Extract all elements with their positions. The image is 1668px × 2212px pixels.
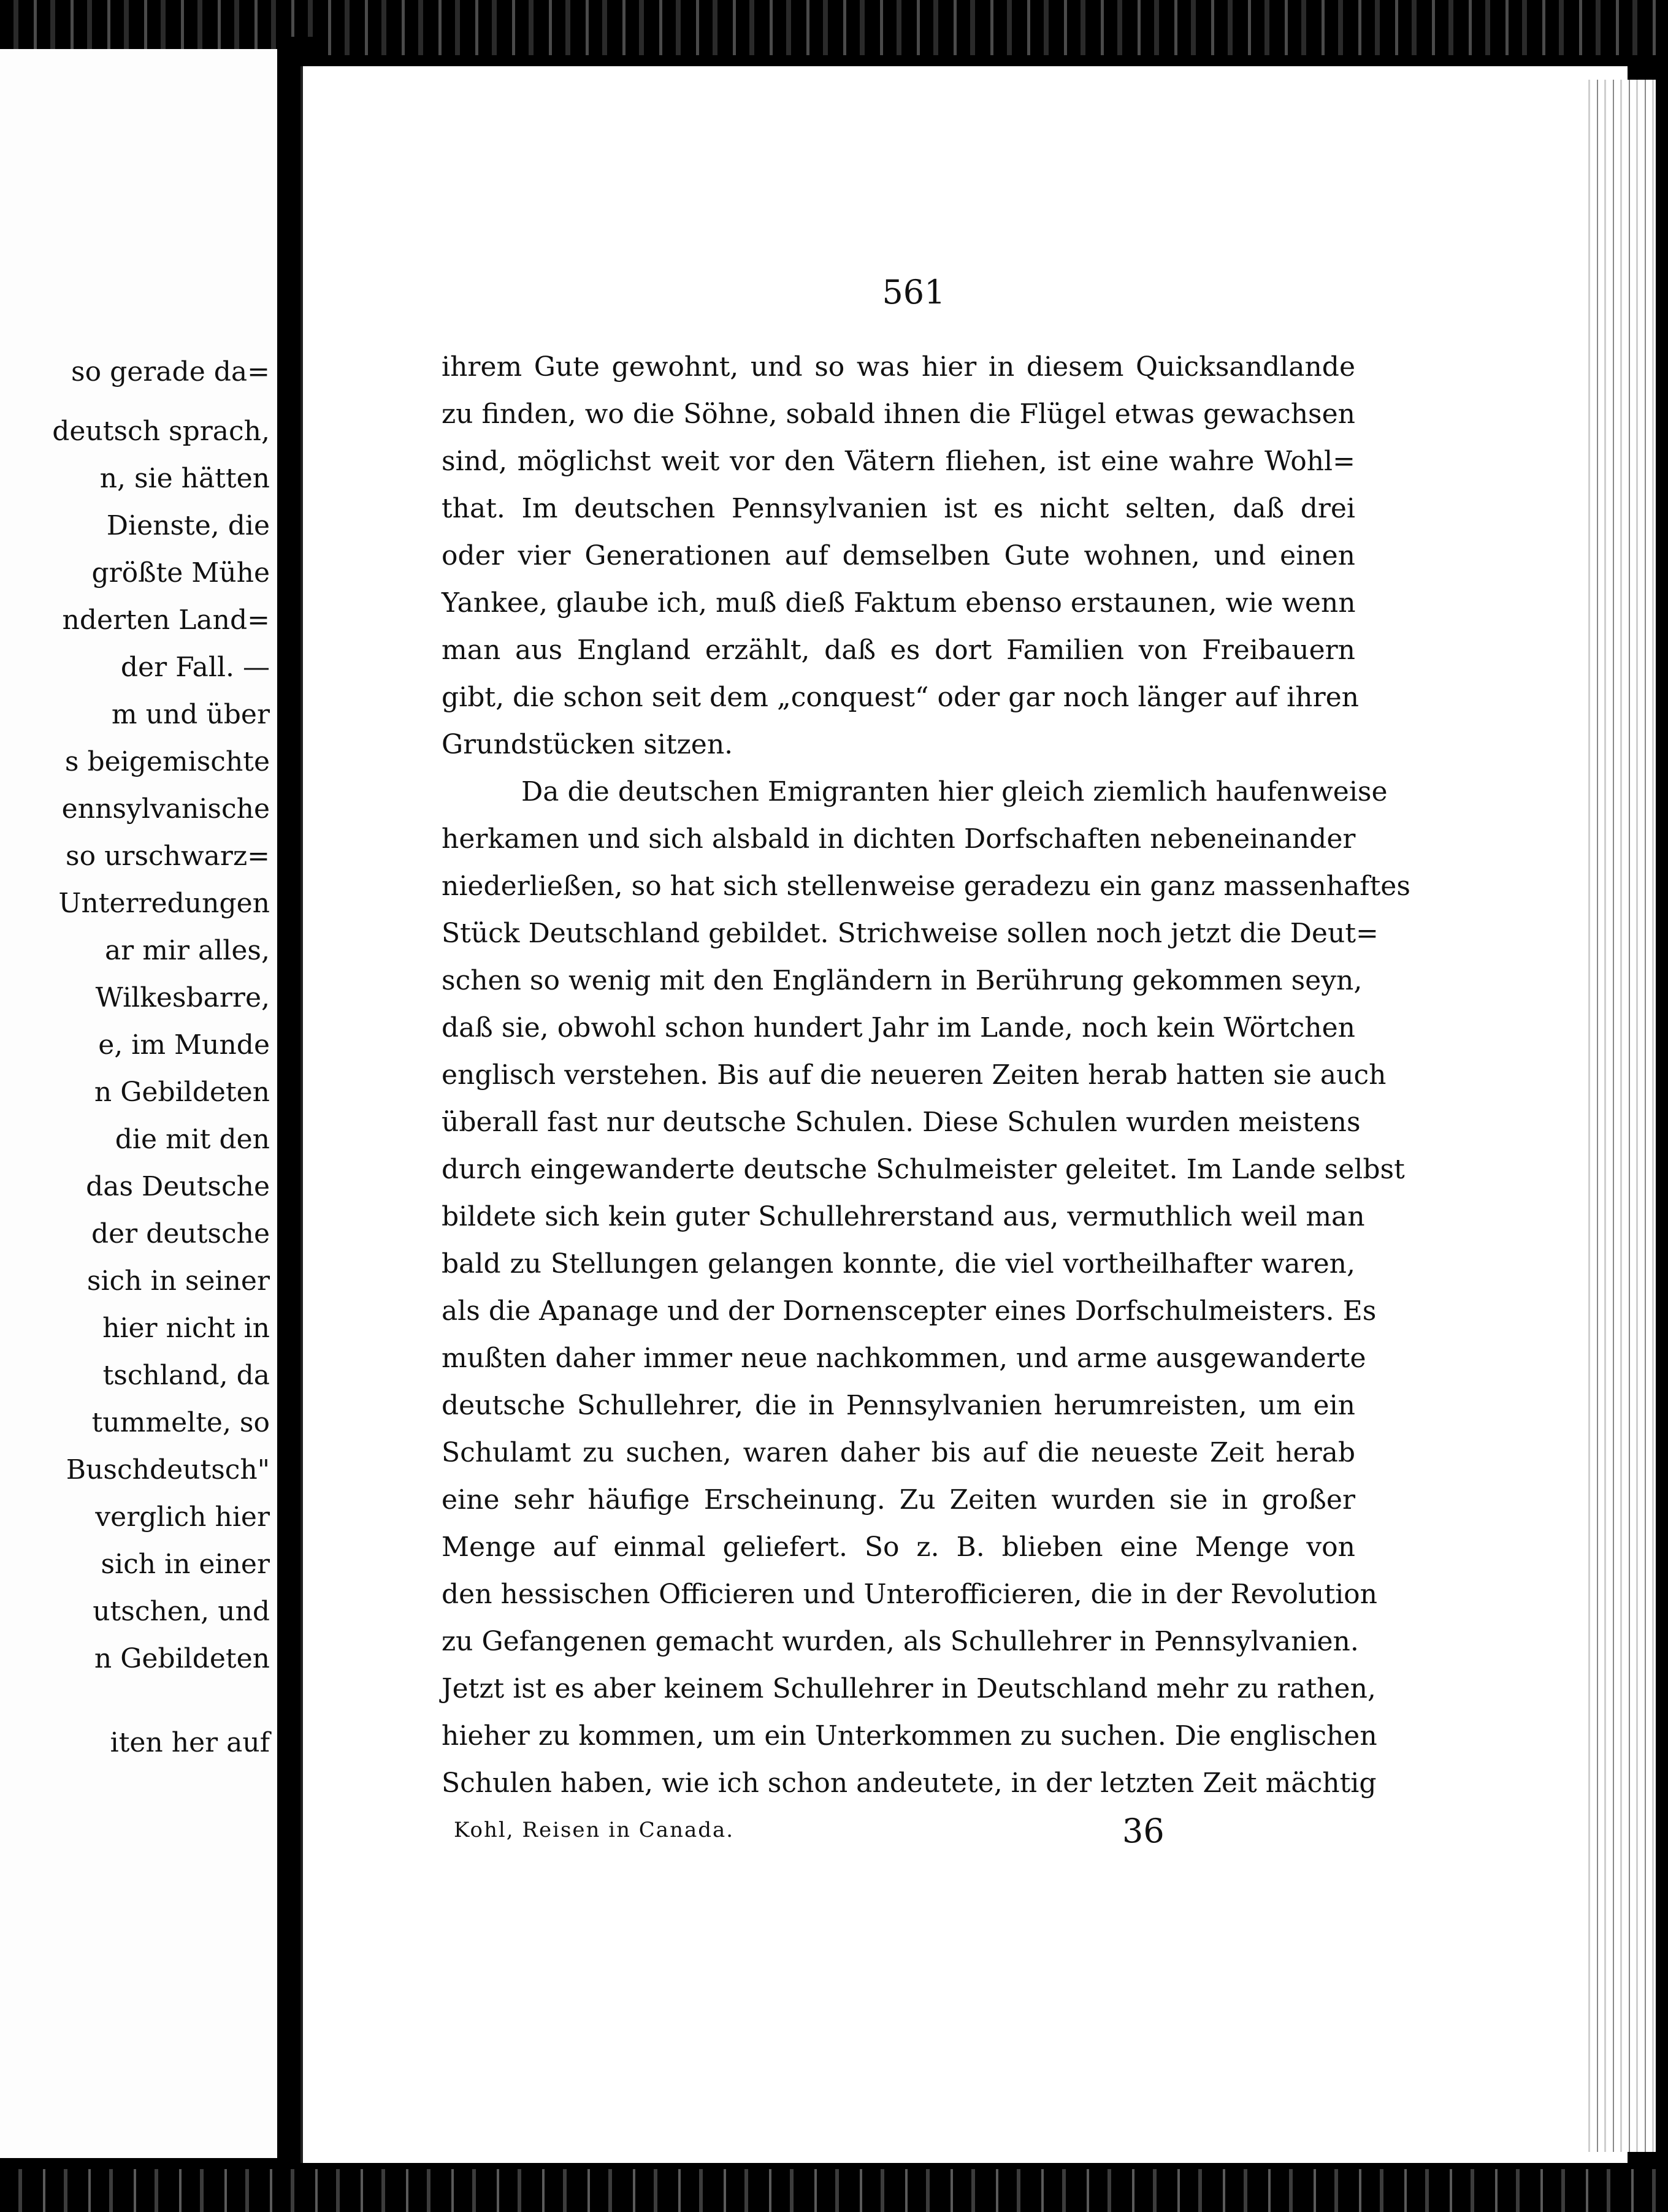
left-line: sich in seiner (86, 1265, 270, 1297)
left-line: so urschwarz= (66, 841, 270, 872)
left-line: Dienste, die (106, 510, 270, 541)
text-line: eine sehr häufige Erscheinung. Zu Zeiten wurden sie in großer (442, 1484, 1355, 1516)
scan-top-edge (0, 0, 1668, 55)
left-line: ennsylvanische (61, 793, 270, 825)
signature-number: 36 (1122, 1812, 1165, 1850)
page-stack-edge (1582, 80, 1656, 2152)
left-line: nderten Land= (62, 604, 270, 636)
text-line: Grundstücken sitzen. (442, 729, 733, 760)
text-line: den hessischen Officieren und Unterofficieren, die in der Revolution (442, 1579, 1377, 1610)
left-line: tummelte, so (91, 1407, 270, 1438)
left-line: ar mir alles, (104, 935, 270, 966)
scan-bottom-edge (0, 2169, 1668, 2212)
text-line: Yankee, glaube ich, muß dieß Faktum ebenso erstaunen, wie wenn (442, 587, 1356, 619)
text-line: gibt, die schon seit dem „conquest“ oder gar noch länger auf ihren (442, 682, 1359, 713)
left-line: der deutsche (91, 1218, 270, 1249)
text-line: durch eingewanderte deutsche Schulmeister geleitet. Im Lande selbst (442, 1154, 1405, 1185)
text-line: oder vier Generationen auf demselben Gute wohnen, und einen (442, 540, 1355, 571)
text-line: Da die deutschen Emigranten hier gleich ziemlich haufenweise (521, 776, 1388, 807)
text-line: hieher zu kommen, um ein Unterkommen zu suchen. Die englischen (442, 1720, 1377, 1752)
left-line: iten her auf (110, 1727, 270, 1758)
text-line: Schulen haben, wie ich schon andeutete, in der letzten Zeit mächtig (442, 1768, 1377, 1799)
text-line: niederließen, so hat sich stellenweise geradezu ein ganz massenhaftes (442, 871, 1410, 902)
text-line: überall fast nur deutsche Schulen. Diese Schulen wurden meistens (442, 1107, 1361, 1138)
text-line: zu finden, wo die Söhne, sobald ihnen die Flügel etwas gewachsen (442, 399, 1355, 430)
left-line-gap (0, 1682, 270, 1719)
text-line: bildete sich kein guter Schullehrerstand aus, vermuthlich weil man (442, 1201, 1365, 1232)
left-page (0, 49, 277, 2158)
left-page-text (0, 348, 270, 1766)
left-line: deutsch sprach, (52, 416, 270, 447)
text-line: man aus England erzählt, daß es dort Familien von Freibauern (442, 635, 1355, 666)
text-line: daß sie, obwohl schon hundert Jahr im Lande, noch kein Wörtchen (442, 1012, 1355, 1043)
left-line: verglich hier (95, 1501, 270, 1533)
text-line: zu Gefangenen gemacht wurden, als Schullehrer in Pennsylvanien. (442, 1626, 1359, 1657)
text-line: sind, möglichst weit vor den Vätern fliehen, ist eine wahre Wohl= (442, 446, 1355, 477)
left-line: größte Mühe (91, 557, 270, 589)
text-line: Jetzt ist es aber keinem Schullehrer in Deutschland mehr zu rathen, (442, 1673, 1376, 1704)
page-number: 561 (882, 273, 946, 311)
text-line: Stück Deutschland gebildet. Strichweise sollen noch jetzt die Deut= (442, 918, 1379, 949)
left-line: n, sie hätten (99, 463, 270, 494)
left-line: die mit den (115, 1124, 270, 1155)
left-line: m und über (111, 699, 270, 730)
left-line: n Gebildeten (94, 1077, 270, 1108)
body-text (442, 343, 1410, 1807)
text-line: herkamen und sich alsbald in dichten Dorfschaften nebeneinander (442, 823, 1356, 855)
left-line: hier nicht in (102, 1313, 270, 1344)
text-line: ihrem Gute gewohnt, und so was hier in diesem Quicksandlande (442, 351, 1355, 383)
left-line: utschen, und (93, 1596, 270, 1627)
text-line: mußten daher immer neue nachkommen, und arme ausgewanderte (442, 1343, 1366, 1374)
text-line: bald zu Stellungen gelangen konnte, die viel vortheilhafter waren, (442, 1248, 1355, 1280)
left-line: Unterredungen (58, 888, 270, 919)
left-line: e, im Munde (98, 1029, 270, 1061)
page-footer (454, 1812, 1202, 1855)
left-line: n Gebildeten (94, 1643, 270, 1674)
left-line: Wilkesbarre, (95, 982, 270, 1013)
left-line: tschland, da (102, 1360, 270, 1391)
left-line-gap (0, 395, 270, 408)
left-line: das Deutsche (86, 1171, 270, 1202)
text-line: englisch verstehen. Bis auf die neueren Zeiten herab hatten sie auch (442, 1059, 1387, 1091)
signature-mark: Kohl, Reisen in Canada. (454, 1818, 735, 1842)
text-line: Menge auf einmal geliefert. So z. B. blieben eine Menge von (442, 1531, 1355, 1563)
text-line: schen so wenig mit den Engländern in Berührung gekommen seyn, (442, 965, 1363, 996)
text-line: that. Im deutschen Pennsylvanien ist es nicht selten, daß drei (442, 493, 1355, 524)
text-line: Schulamt zu suchen, waren daher bis auf die neueste Zeit herab (442, 1437, 1355, 1468)
text-line: als die Apanage und der Dornenscepter eines Dorfschulmeisters. Es (442, 1295, 1377, 1327)
left-line: sich in einer (101, 1549, 270, 1580)
left-line: der Fall. — (120, 652, 270, 683)
left-line: so gerade da= (71, 356, 270, 387)
left-line: s beigemischte (64, 746, 270, 777)
text-line: deutsche Schullehrer, die in Pennsylvanien herumreisten, um ein (442, 1390, 1355, 1421)
left-line: Buschdeutsch" (66, 1454, 270, 1485)
